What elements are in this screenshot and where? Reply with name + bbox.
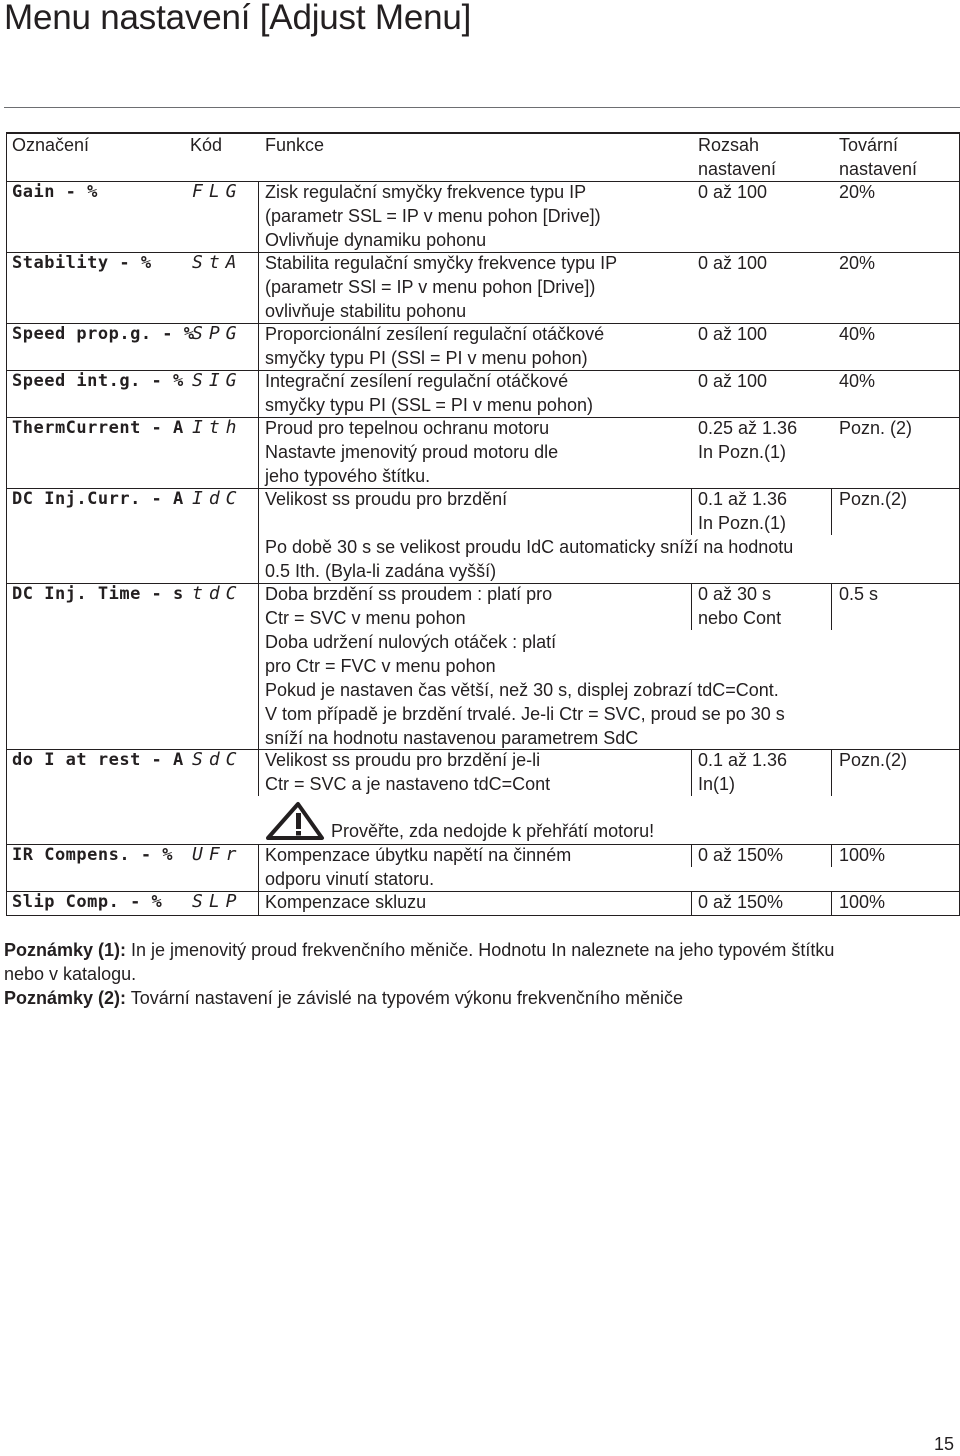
footnote-1-cont: nebo v katalogu. bbox=[4, 964, 137, 984]
factory-value: 100% bbox=[839, 892, 886, 912]
column-divider bbox=[691, 488, 692, 535]
param-code: UFr bbox=[192, 844, 243, 865]
param-code: SdC bbox=[192, 749, 243, 770]
function-text: smyčky typu PI (SSl = PI v menu pohon) bbox=[265, 348, 588, 368]
function-note: Pokud je nastaven čas větší, než 30 s, displej zobrazí tdC=Cont. bbox=[265, 680, 779, 700]
factory-value: 20% bbox=[839, 253, 876, 273]
range-value: 0.1 až 1.36 bbox=[698, 489, 788, 509]
factory-value: Pozn.(2) bbox=[839, 750, 908, 770]
column-divider bbox=[258, 252, 259, 323]
column-divider bbox=[831, 583, 832, 630]
page-number: 15 bbox=[934, 1434, 955, 1454]
range-value: In Pozn.(1) bbox=[698, 513, 787, 533]
function-text: pro Ctr = FVC v menu pohon bbox=[265, 656, 496, 676]
function-note: Po době 30 s se velikost proudu IdC automaticky sníží na hodnotu bbox=[265, 537, 794, 557]
header-function: Funkce bbox=[265, 135, 325, 155]
display-label: Speed prop.g. - % bbox=[12, 324, 195, 344]
footnote-text: Tovární nastavení je závislé na typovém výkonu frekvenčního měniče bbox=[126, 988, 683, 1008]
range-value: 0.1 až 1.36 bbox=[698, 750, 788, 770]
display-label: Slip Comp. - % bbox=[12, 892, 163, 912]
column-divider bbox=[258, 370, 259, 417]
footnote-label: Poznámky (1): bbox=[4, 940, 127, 960]
function-text: Nastavte jmenovitý proud motoru dle bbox=[265, 442, 559, 462]
footnote-1 bbox=[4, 938, 834, 962]
column-divider bbox=[258, 844, 259, 891]
range-value: 0 až 100 bbox=[698, 371, 768, 391]
function-text: odporu vinutí statoru. bbox=[265, 869, 435, 889]
display-label: do I at rest - A bbox=[12, 750, 184, 770]
function-text: Proud pro tepelnou ochranu motoru bbox=[265, 418, 550, 438]
header-range: nastavení bbox=[698, 159, 777, 179]
param-code: FLG bbox=[192, 181, 243, 202]
column-divider bbox=[831, 749, 832, 796]
column-divider bbox=[258, 181, 259, 252]
function-text: Doba brzdění ss proudem : platí pro bbox=[265, 584, 553, 604]
function-text: Kompenzace skluzu bbox=[265, 892, 427, 912]
param-code: IdC bbox=[192, 488, 243, 509]
display-label: ThermCurrent - A bbox=[12, 418, 184, 438]
function-text: Ctr = SVC v menu pohon bbox=[265, 608, 466, 628]
range-value: 0 až 150% bbox=[698, 892, 784, 912]
function-text: (parametr SSL = IP v menu pohon [Drive]) bbox=[265, 206, 601, 226]
column-divider bbox=[258, 891, 259, 915]
display-label: DC Inj. Time - s bbox=[12, 584, 184, 604]
range-value: 0 až 100 bbox=[698, 253, 768, 273]
factory-value: 40% bbox=[839, 371, 876, 391]
header-range: Rozsah bbox=[698, 135, 760, 155]
factory-value: 40% bbox=[839, 324, 876, 344]
column-divider bbox=[831, 844, 832, 867]
param-code: tdC bbox=[192, 583, 243, 604]
factory-value: 0.5 s bbox=[839, 584, 879, 604]
page-title: Menu nastavení [Adjust Menu] bbox=[4, 0, 472, 37]
function-text: Stabilita regulační smyčky frekvence typu IP bbox=[265, 253, 618, 273]
title-divider bbox=[4, 107, 960, 108]
factory-value: 100% bbox=[839, 845, 886, 865]
warning-text: Prověřte, zda nedojde k přehřátí motoru! bbox=[331, 821, 655, 841]
function-text: ovlivňuje stabilitu pohonu bbox=[265, 301, 467, 321]
display-label: IR Compens. - % bbox=[12, 845, 174, 865]
footnote-label: Poznámky (2): bbox=[4, 988, 127, 1008]
display-label: Speed int.g. - % bbox=[12, 371, 184, 391]
range-value: 0 až 100 bbox=[698, 324, 768, 344]
display-label: Stability - % bbox=[12, 253, 152, 273]
function-text: jeho typového štítku. bbox=[265, 466, 431, 486]
footnote-text: In je jmenovitý proud frekvenčního měniče. Hodnotu In naleznete na jeho typovém štítku bbox=[126, 940, 835, 960]
function-text: (parametr SSl = IP v menu pohon [Drive]) bbox=[265, 277, 596, 297]
function-text: Proporcionální zesílení regulační otáčkové bbox=[265, 324, 605, 344]
header-factory: nastavení bbox=[839, 159, 918, 179]
factory-value: Pozn.(2) bbox=[839, 489, 908, 509]
footnote-2 bbox=[4, 986, 683, 1010]
range-value: 0.25 až 1.36 bbox=[698, 418, 798, 438]
function-text: Kompenzace úbytku napětí na činném bbox=[265, 845, 572, 865]
header-factory: Tovární bbox=[839, 135, 899, 155]
param-code: Ith bbox=[192, 417, 243, 438]
column-divider bbox=[258, 583, 259, 749]
range-value: 0 až 30 s bbox=[698, 584, 772, 604]
function-text: Ctr = SVC a je nastaveno tdC=Cont bbox=[265, 774, 551, 794]
column-divider bbox=[831, 488, 832, 535]
display-label: Gain - % bbox=[12, 182, 98, 202]
column-divider bbox=[831, 891, 832, 915]
function-text: Velikost ss proudu pro brzdění je-li bbox=[265, 750, 541, 770]
function-note: 0.5 Ith. (Byla-li zadána vyšší) bbox=[265, 561, 497, 581]
range-value: 0 až 100 bbox=[698, 182, 768, 202]
display-label: DC Inj.Curr. - A bbox=[12, 489, 184, 509]
range-value: 0 až 150% bbox=[698, 845, 784, 865]
range-value: In(1) bbox=[698, 774, 736, 794]
column-divider bbox=[691, 844, 692, 867]
param-code: SLP bbox=[192, 891, 243, 912]
function-text: smyčky typu PI (SSL = PI v menu pohon) bbox=[265, 395, 593, 415]
function-text: Zisk regulační smyčky frekvence typu IP bbox=[265, 182, 587, 202]
function-note: sníží na hodnotu nastavenou parametrem SdC bbox=[265, 728, 639, 748]
warning-icon bbox=[264, 800, 326, 842]
function-note: V tom případě je brzdění trvalé. Je-li Ctr = SVC, proud se po 30 s bbox=[265, 704, 785, 724]
function-text: Velikost ss proudu pro brzdění bbox=[265, 489, 508, 509]
column-divider bbox=[691, 749, 692, 796]
factory-value: Pozn. (2) bbox=[839, 418, 913, 438]
header-label: Označení bbox=[12, 135, 90, 155]
function-text: Ovlivňuje dynamiku pohonu bbox=[265, 230, 487, 250]
column-divider bbox=[258, 488, 259, 583]
param-code: StA bbox=[192, 252, 243, 273]
param-code: SIG bbox=[192, 370, 243, 391]
column-divider bbox=[691, 891, 692, 915]
function-text: Integrační zesílení regulační otáčkové bbox=[265, 371, 569, 391]
column-divider bbox=[258, 749, 259, 796]
range-value: In Pozn.(1) bbox=[698, 442, 787, 462]
param-code: SPG bbox=[192, 323, 243, 344]
function-text: Doba udržení nulových otáček : platí bbox=[265, 632, 557, 652]
range-value: nebo Cont bbox=[698, 608, 782, 628]
column-divider bbox=[691, 583, 692, 630]
column-divider bbox=[258, 323, 259, 370]
factory-value: 20% bbox=[839, 182, 876, 202]
header-code: Kód bbox=[190, 135, 223, 155]
column-divider bbox=[258, 417, 259, 488]
